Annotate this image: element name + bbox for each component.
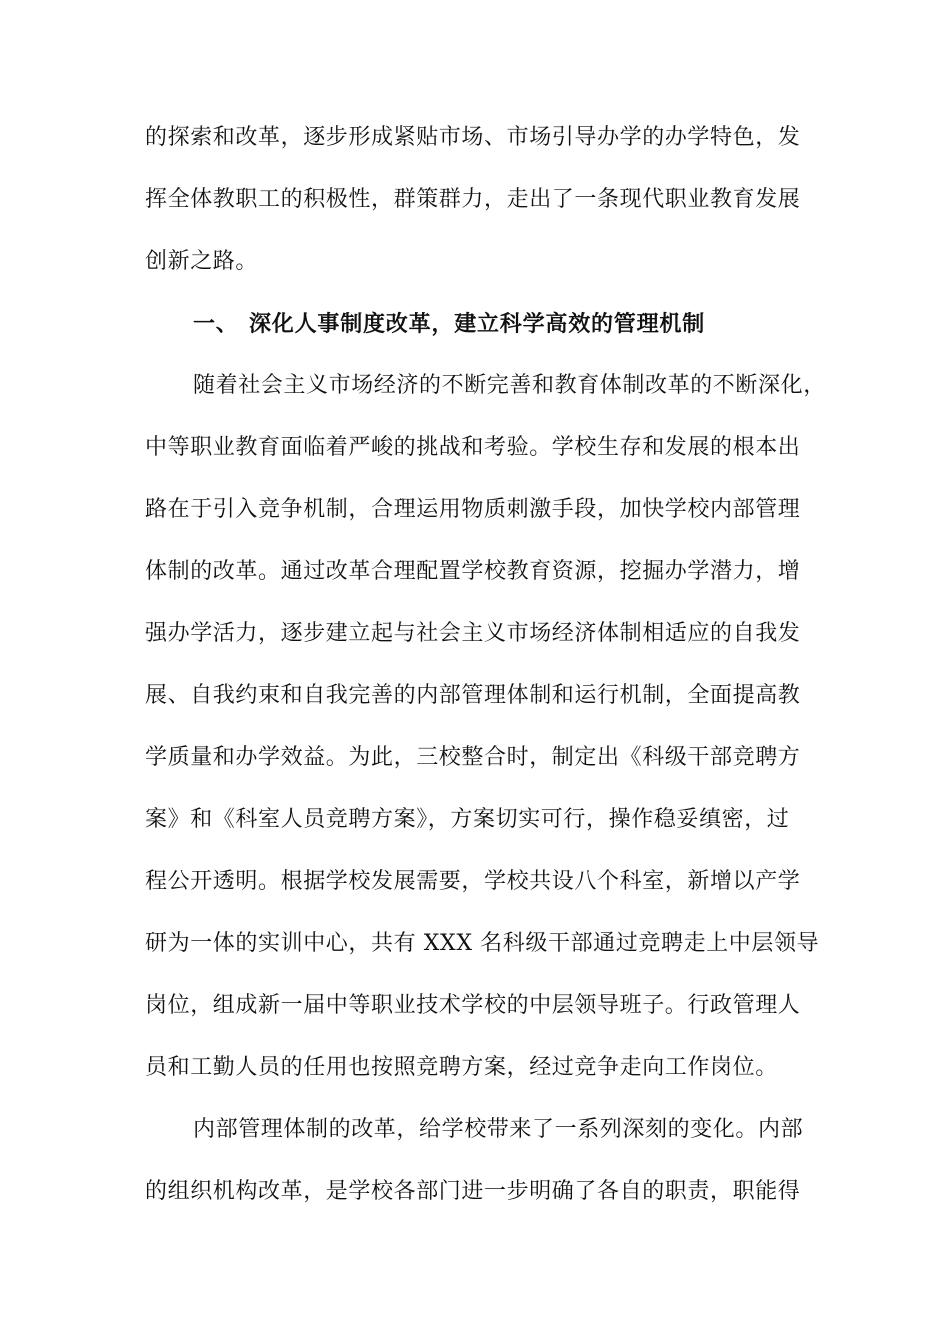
section-number: 一、 [193,311,239,337]
paragraph1-line-1: 随着社会主义市场经济的不断完善和教育体制改革的不断深化， [193,373,826,398]
paragraph1-line-12: 员和工勤人员的任用也按照竞聘方案，经过竞争走向工作岗位。 [145,1055,778,1080]
paragraph1-line-8: 案》和《科室人员竞聘方案》，方案切实可行，操作稳妥缜密，过 [145,807,790,832]
paragraph1-line-7: 学质量和办学效益。为此，三校整合时，制定出《科级干部竞聘方 [145,745,801,770]
section-heading [193,309,705,339]
intro-line-1: 的探索和改革，逐步形成紧贴市场、市场引导办学的办学特色，发 [145,125,801,150]
paragraph2-line-1: 内部管理体制的改革，给学校带来了一系列深刻的变化。内部 [193,1117,804,1142]
paragraph1-line-6: 展、自我约束和自我完善的内部管理体制和运行机制，全面提高教 [145,683,801,708]
section-title: 深化人事制度改革，建立科学高效的管理机制 [249,311,706,337]
paragraph1-line-11: 岗位，组成新一届中等职业技术学校的中层领导班子。行政管理人 [145,993,801,1018]
paragraph1-line-10: 研为一体的实训中心，共有 XXX 名科级干部通过竞聘走上中层领导 [145,931,820,956]
paragraph1-line-3: 路在于引入竞争机制，合理运用物质刺激手段，加快学校内部管理 [145,497,801,522]
paragraph1-line-9: 程公开透明。根据学校发展需要，学校共设八个科室，新增以产学 [145,869,801,894]
paragraph2-line-2: 的组织机构改革，是学校各部门进一步明确了各自的职责，职能得 [145,1179,801,1204]
intro-line-3: 创新之路。 [145,249,259,274]
paragraph1-line-2: 中等职业教育面临着严峻的挑战和考验。学校生存和发展的根本出 [145,435,801,460]
intro-line-2: 挥全体教职工的积极性，群策群力，走出了一条现代职业教育发展 [145,187,801,212]
paragraph1-line-5: 强办学活力，逐步建立起与社会主义市场经济体制相适应的自我发 [145,621,801,646]
paragraph1-line-4: 体制的改革。通过改革合理配置学校教育资源，挖掘办学潜力，增 [145,559,801,584]
